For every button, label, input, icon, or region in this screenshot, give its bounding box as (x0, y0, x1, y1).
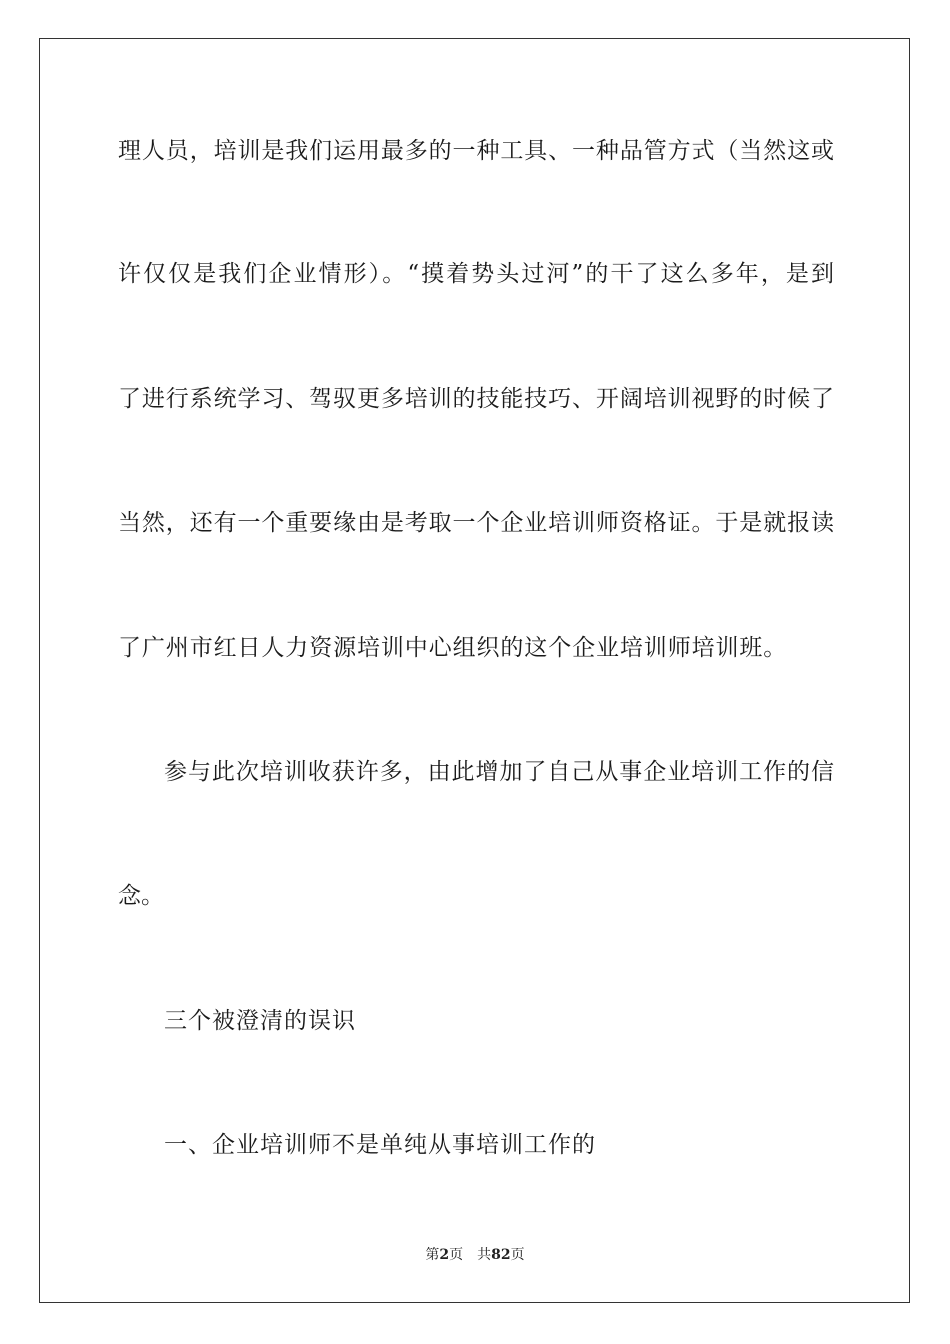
current-page-number: 2 (439, 1247, 450, 1263)
page-suffix: 页 (449, 1247, 464, 1263)
body-line-2: 许仅仅是我们企业情形）。“摸着势头过河”的干了这么多年，是到 (118, 261, 834, 287)
body-line-4: 当然，还有一个重要缘由是考取一个企业培训师资格证。于是就报读 (118, 510, 834, 536)
page-border (39, 38, 910, 1303)
total-page-count: 82 (491, 1247, 511, 1263)
paragraph-line-1: 参与此次培训收获许多，由此增加了自己从事企业培训工作的信 (164, 759, 834, 785)
body-line-5: 了广州市红日人力资源培训中心组织的这个企业培训师培训班。 (118, 635, 788, 661)
page-footer (0, 1246, 950, 1264)
total-suffix: 页 (510, 1247, 525, 1263)
body-line-3: 了进行系统学习、驾驭更多培训的技能技巧、开阔培训视野的时候了 (118, 386, 834, 412)
total-prefix: 共 (477, 1247, 492, 1263)
paragraph-line-2: 念。 (118, 883, 164, 909)
page-prefix: 第 (425, 1247, 440, 1263)
body-line-1: 理人员，培训是我们运用最多的一种工具、一种品管方式（当然这或 (118, 138, 834, 164)
subsection-heading: 一、企业培训师不是单纯从事培训工作的 (164, 1132, 596, 1158)
section-heading: 三个被澄清的误识 (164, 1008, 356, 1034)
